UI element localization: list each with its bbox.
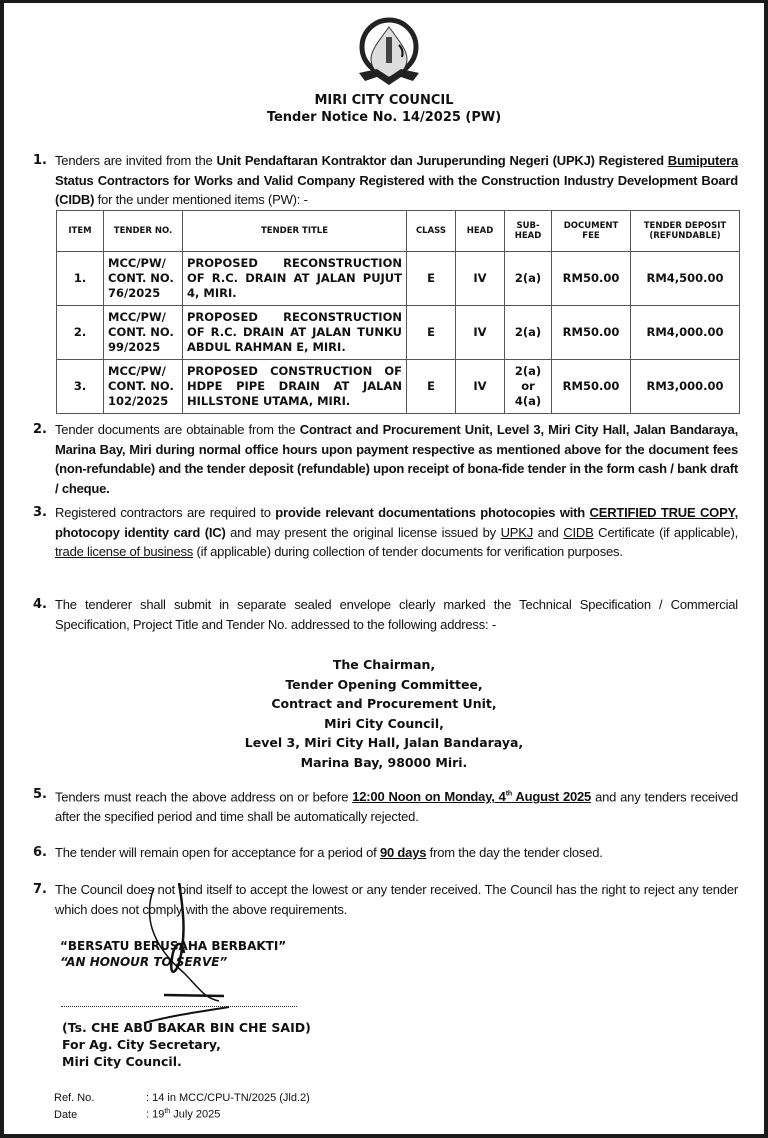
cell-class: E: [407, 360, 456, 414]
text: and may present the original license issued by: [225, 524, 501, 540]
text: Tenders are invited from the: [55, 153, 217, 168]
text: and any tenders received after the specified period and time shall be automatically rejected.: [55, 789, 738, 824]
reference-block: [54, 1091, 310, 1122]
cell-fee: RM50.00: [552, 360, 631, 414]
cell-class: E: [407, 306, 456, 360]
signatory-organization: Miri City Council.: [62, 1054, 182, 1069]
paragraph-number: 6.: [33, 845, 47, 860]
underlined-text: UPKJ: [500, 524, 533, 540]
ref-label: Ref. No.: [54, 1092, 95, 1104]
cell-tender-no: MCC/PW/ CONT. NO. 99/2025: [104, 306, 183, 360]
header-subhead: SUB-HEAD: [505, 211, 552, 252]
address-line: Miri City Council,: [324, 715, 444, 731]
bold-text: Unit Pendaftaran Kontraktor dan Juruperunding Negeri (UPKJ) Registered: [216, 153, 668, 168]
council-crest-logo-icon: [347, 15, 431, 89]
cell-head: IV: [456, 252, 505, 306]
document-page: [4, 3, 764, 1134]
deadline-text: 12:00 Noon on Monday, 4: [352, 789, 506, 805]
underlined-text: CIDB: [563, 524, 594, 540]
motto-malay: “BERSATU BERUSAHA BERBAKTI”: [60, 939, 287, 953]
cell-subhead: 2(a): [505, 306, 552, 360]
text: Tender documents are obtainable from the: [55, 422, 300, 437]
text: (if applicable) during collection of tender documents for verification purposes.: [193, 544, 623, 559]
cell-head: IV: [456, 360, 505, 414]
paragraph-2: [33, 420, 738, 498]
paragraph-number: 5.: [33, 787, 47, 802]
address-line: Marina Bay, 98000 Miri.: [300, 754, 468, 770]
text: and: [533, 524, 564, 540]
bold-text: Status Contractors for Works and Valid Company Registered with the Construction Industry Development Board (CIDB): [55, 172, 738, 207]
signatory-name: (Ts. CHE ABU BAKAR BIN CHE SAID): [62, 1020, 311, 1035]
header-head: HEAD: [456, 211, 505, 252]
cell-item: 1.: [57, 252, 104, 306]
paragraph-4: [33, 595, 738, 634]
address-line: Level 3, Miri City Hall, Jalan Bandaraya,: [244, 735, 524, 750]
cell-title: PROPOSED CONSTRUCTION OF HDPE PIPE DRAIN AT JALAN HILLSTONE UTAMA, MIRI.: [183, 360, 407, 414]
table-row: [57, 252, 740, 306]
underlined-text: trade license of business: [55, 544, 194, 559]
header-tender-deposit: TENDER DEPOSIT (REFUNDABLE): [631, 211, 740, 252]
address-line: Tender Opening Committee,: [285, 676, 483, 692]
cell-item: 3.: [57, 360, 104, 414]
paragraph-number: 7.: [33, 882, 47, 897]
cell-title: PROPOSED RECONSTRUCTION OF R.C. DRAIN AT JALAN PUJUT 4, MIRI.: [183, 252, 407, 306]
deadline-text: August 2025: [511, 789, 592, 805]
table-row: [57, 360, 740, 414]
address-line: Contract and Procurement Unit,: [271, 696, 497, 711]
text: Certificate (if applicable),: [593, 524, 738, 540]
cell-head: IV: [456, 306, 505, 360]
underlined-text: Bumiputera: [667, 153, 739, 168]
paragraph-number: 3.: [33, 505, 47, 520]
table-row: [57, 306, 740, 360]
cell-deposit: RM3,000.00: [631, 360, 740, 414]
bold-text: photocopy identity card (IC): [55, 524, 226, 540]
bold-text: Contract and Procurement Unit, Level 3, Miri City Hall, Jalan Bandaraya, Marina Bay, Miri during normal office hours upon payment respective as mentioned above for the document fees (non-refundable) and the tender deposit (refundable) upon receipt of bona-fide tender in the form cash / bank draft / cheque.: [55, 422, 738, 496]
notice-title: Tender Notice No. 14/2025 (PW): [266, 110, 502, 125]
ref-value: : 14 in MCC/CPU-TN/2025 (Jld.2): [146, 1092, 310, 1104]
paragraph-5: [33, 785, 738, 826]
cell-fee: RM50.00: [552, 252, 631, 306]
tender-items-table: [56, 210, 740, 414]
cell-class: E: [407, 252, 456, 306]
date-value: : 19: [146, 1108, 165, 1121]
text: from the day the tender closed.: [426, 845, 603, 860]
text: The tenderer shall submit in separate sealed envelope clearly marked the Technical Specification / Commercial Specification, Project Title and Tender No. addressed to the following address: -: [55, 597, 738, 632]
underlined-bold-text: CERTIFIED TRUE COPY,: [589, 505, 738, 520]
cell-tender-no: MCC/PW/ CONT. NO. 76/2025: [104, 252, 183, 306]
header-tender-no: TENDER NO.: [104, 211, 183, 252]
date-label: Date: [54, 1108, 78, 1121]
date-superscript: th: [164, 1108, 171, 1115]
cell-item: 2.: [57, 306, 104, 360]
signatory-position: For Ag. City Secretary,: [62, 1037, 221, 1052]
paragraph-number: 2.: [33, 422, 47, 437]
header-class: CLASS: [407, 211, 456, 252]
cell-subhead: 2(a) or 4(a): [505, 360, 552, 414]
text: The tender will remain open for acceptance for a period of: [55, 845, 380, 860]
cell-deposit: RM4,000.00: [631, 306, 740, 360]
header-document-fee: DOCUMENT FEE: [552, 211, 631, 252]
cell-tender-no: MCC/PW/ CONT. NO. 102/2025: [104, 360, 183, 414]
superscript: th: [505, 791, 512, 798]
validity-period: 90 days: [379, 845, 427, 860]
paragraph-3: [33, 503, 738, 562]
text: Registered contractors are required to: [55, 505, 276, 520]
paragraph-number: 4.: [33, 597, 47, 612]
text: Tenders must reach the above address on or before: [55, 789, 353, 805]
text: for the under mentioned items (PW): -: [94, 192, 308, 207]
cell-subhead: 2(a): [505, 252, 552, 306]
header-tender-title: TENDER TITLE: [183, 211, 407, 252]
header-item: ITEM: [57, 211, 104, 252]
text: The Council does not bind itself to accept the lowest or any tender received. The Council has the right to reject any tender which does not comply with the above requirements.: [55, 882, 738, 917]
paragraph-1: [33, 151, 738, 210]
bold-text: provide relevant documentations photocopies with: [275, 505, 590, 520]
paragraph-number: 1.: [33, 153, 47, 168]
table-header-row: [57, 211, 740, 252]
organization-name: MIRI CITY COUNCIL: [314, 93, 454, 108]
motto-english: “AN HONOUR TO SERVE”: [60, 955, 228, 969]
handwritten-signature-icon: [124, 883, 324, 1043]
submission-address: [4, 655, 764, 772]
paragraph-6: [33, 843, 738, 863]
cell-fee: RM50.00: [552, 306, 631, 360]
address-line: The Chairman,: [332, 657, 436, 672]
date-value: July 2025: [170, 1108, 221, 1121]
cell-title: PROPOSED RECONSTRUCTION OF R.C. DRAIN AT JALAN TUNKU ABDUL RAHMAN E, MIRI.: [183, 306, 407, 360]
cell-deposit: RM4,500.00: [631, 252, 740, 306]
